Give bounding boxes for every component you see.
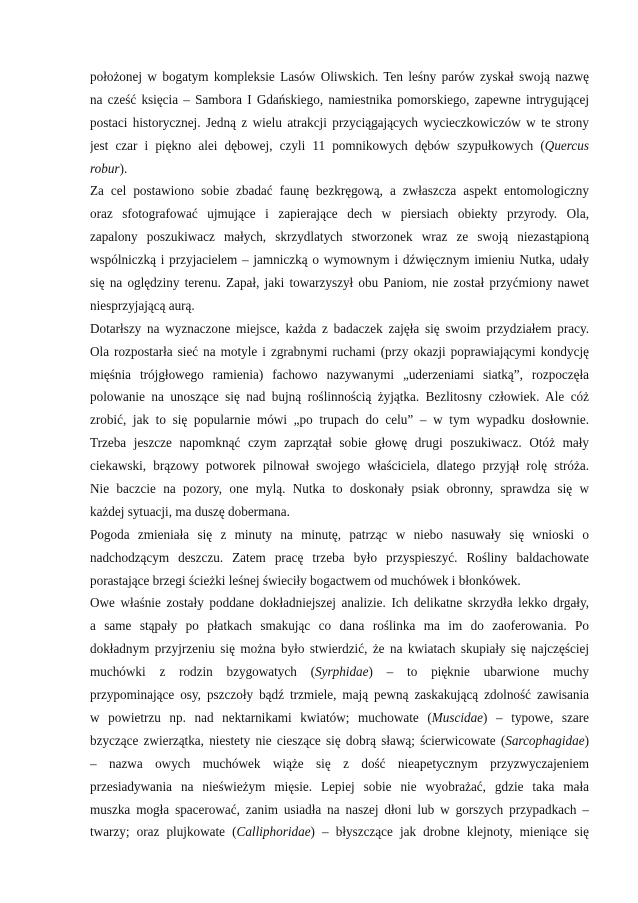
text-line bbox=[90, 684, 589, 707]
text-run: zapalony poszukiwacz małych, skrzydlatych stworzonek wraz ze swoją niezastąpioną bbox=[90, 229, 589, 245]
text-line bbox=[90, 707, 589, 730]
text-run: Owe właśnie zostały poddane dokładniejszej analizie. Ich delikatne skrzydła lekko drgały, bbox=[90, 595, 589, 611]
text-run: bzyczące zwierzątka, niestety nie cieszące się dobrą sławą; ścierwicowate ( bbox=[90, 732, 506, 748]
text-run: w powietrzu np. nad nektarnikami kwiatów; muchowate ( bbox=[90, 709, 432, 725]
text-line bbox=[90, 158, 589, 181]
text-line bbox=[90, 570, 589, 593]
text-line bbox=[90, 638, 589, 661]
text-line bbox=[90, 364, 589, 387]
text-run: Nie baczcie na pozory, one mylą. Nutka to doskonały psiak obronny, sprawdza się w bbox=[90, 481, 589, 497]
text-run: ) – to pięknie ubarwione muchy bbox=[368, 664, 589, 680]
text-run: muszka mogła spacerować, zanim usiadła na naszej dłoni lub w gorszych przypadkach – bbox=[90, 801, 589, 817]
text-line bbox=[90, 180, 589, 203]
text-line bbox=[90, 135, 589, 158]
text-run: ) – typowe, szare bbox=[483, 709, 589, 725]
text-run: ) bbox=[584, 732, 589, 748]
text-run: wspólniczką i przyjacielem – jamniczką o wymownym i dźwięcznym imieniu Nutka, udały bbox=[90, 252, 589, 268]
text-run: niesprzyjającą aurą. bbox=[90, 297, 195, 313]
text-run: muchówki z rodzin bzygowatych ( bbox=[90, 664, 316, 680]
text-run: się na oględziny terenu. Zapał, jaki towarzyszył obu Paniom, nie został przyćmiony nawet bbox=[90, 275, 589, 291]
body-text bbox=[90, 66, 589, 844]
text-line bbox=[90, 730, 589, 753]
text-run: Za cel postawiono sobie zbadać faunę bezkręgową, a zwłaszcza aspekt entomologiczny bbox=[90, 183, 589, 199]
text-line bbox=[90, 753, 589, 776]
latin-name: Sarcophagidae bbox=[505, 732, 585, 748]
text-run: na cześć księcia – Sambora I Gdańskiego, namiestnika pomorskiego, zapewne intrygującej bbox=[90, 91, 589, 107]
text-run: nadchodzącym deszczu. Zatem pracę trzeba było przyspieszyć. Rośliny baldachowate bbox=[90, 549, 589, 565]
text-line bbox=[90, 455, 589, 478]
text-run: Ola rozpostarła sieć na motyle i zgrabnymi ruchami (przy okazji poprawiającymi kondycję bbox=[90, 343, 589, 359]
text-run: Dotarłszy na wyznaczone miejsce, każda z badaczek zajęła się swoim przydziałem pracy. bbox=[90, 320, 589, 336]
text-line bbox=[90, 547, 589, 570]
text-line bbox=[90, 821, 589, 844]
text-run: Pogoda zmieniała się z minuty na minutę, patrząc w niebo nasuwały się wnioski o bbox=[90, 526, 589, 542]
text-run: przesiadywania na nieświeżym mięsie. Lepiej sobie nie wyobrażać, gdzie taka mała bbox=[90, 778, 589, 794]
text-run: – nazwa owych muchówek wiąże się z dość nieapetycznym przyzwyczajeniem bbox=[90, 755, 589, 771]
text-line bbox=[90, 295, 589, 318]
text-line bbox=[90, 478, 589, 501]
text-run: jest czar i piękno alei dębowej, czyli 11 pomnikowych dębów szypułkowych ( bbox=[90, 137, 545, 153]
latin-name: Muscidae bbox=[431, 709, 484, 725]
text-line bbox=[90, 203, 589, 226]
text-run: położonej w bogatym kompleksie Lasów Oliwskich. Ten leśny parów zyskał swoją nazwę bbox=[90, 69, 589, 84]
text-line bbox=[90, 249, 589, 272]
latin-name: Quercus bbox=[544, 137, 589, 153]
text-line bbox=[90, 776, 589, 799]
text-line bbox=[90, 409, 589, 432]
text-run: ). bbox=[119, 160, 128, 176]
text-line bbox=[90, 66, 589, 89]
text-run: mięśnia trójgłowego ramienia) fachowo nazywanymi „uderzeniami siatką”, rozpoczęła bbox=[90, 366, 589, 382]
text-line bbox=[90, 592, 589, 615]
text-line bbox=[90, 318, 589, 341]
text-line bbox=[90, 89, 589, 112]
latin-name: robur bbox=[90, 160, 120, 176]
text-run: każdej sytuacji, ma duszę dobermana. bbox=[90, 503, 290, 519]
text-run: postaci historycznej. Jedną z wielu atrakcji przyciągających wycieczkowiczów w te strony bbox=[90, 114, 589, 130]
text-line bbox=[90, 501, 589, 524]
text-run: ciekawski, brązowy potworek pilnował swojego właściciela, dlatego przyjął rolę stróża. bbox=[90, 458, 589, 474]
text-run: oraz sfotografować ujmujące i zapierające dech w piersiach obiekty przyrody. Ola, bbox=[90, 206, 589, 222]
text-line bbox=[90, 615, 589, 638]
text-run: twarzy; oraz plujkowate ( bbox=[90, 824, 237, 840]
text-run: Trzeba jeszcze napomknąć czym zaprzątał sobie głowę drugi poszukiwacz. Otóż mały bbox=[90, 435, 589, 451]
text-run: porastające brzegi ścieżki leśnej świeciły bogactwem od muchówek i błonkówek. bbox=[90, 572, 521, 588]
text-run: polowanie na unoszące się nad bujną roślinnością żyjątka. Bezlitosny człowiek. Ale cóż bbox=[90, 389, 589, 405]
text-run: a same stąpały po płatkach smakując co dana roślinka ma im do zaoferowania. Po bbox=[90, 618, 589, 634]
text-run: ) – błyszczące jak drobne klejnoty, mieniące się bbox=[310, 824, 589, 840]
latin-name: Syrphidae bbox=[315, 664, 369, 680]
text-line bbox=[90, 341, 589, 364]
text-line bbox=[90, 524, 589, 547]
text-line bbox=[90, 272, 589, 295]
text-line bbox=[90, 112, 589, 135]
text-line bbox=[90, 432, 589, 455]
text-line bbox=[90, 386, 589, 409]
text-run: dokładnym przyjrzeniu się można było stwierdzić, że na kwiatach skupiały się najczęściej bbox=[90, 641, 589, 657]
text-line bbox=[90, 226, 589, 249]
text-line bbox=[90, 799, 589, 822]
text-run: zrobić, jak to się popularnie mówi „po trupach do celu” – w tym wypadku dosłownie. bbox=[90, 412, 589, 428]
latin-name: Calliphoridae bbox=[236, 824, 311, 840]
text-line bbox=[90, 661, 589, 684]
text-run: przypominające osy, pszczoły bądź trzmiele, mają pewną zaskakującą zdolność zawisania bbox=[90, 687, 589, 703]
